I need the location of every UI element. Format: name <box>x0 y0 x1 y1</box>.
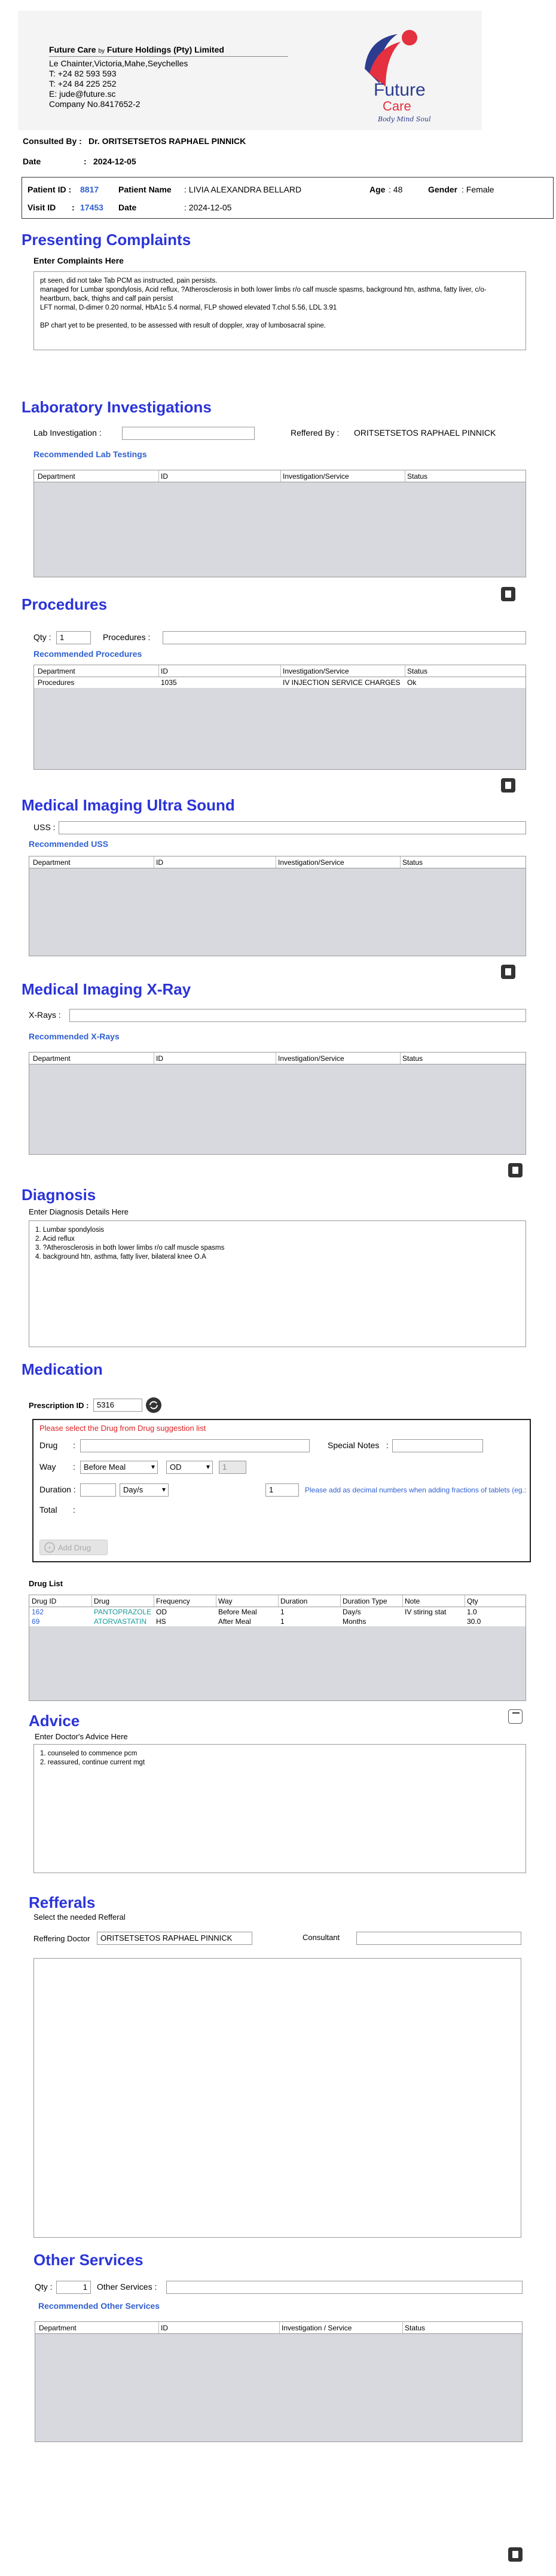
special-notes-input[interactable] <box>392 1439 483 1452</box>
referring-doctor-input[interactable]: ORITSETSETOS RAPHAEL PINNICK <box>97 1932 252 1945</box>
col-frequency: Frequency <box>156 1597 190 1605</box>
company-tel-1: T: +24 82 593 593 <box>49 69 117 78</box>
duration-label: Duration : <box>39 1485 76 1494</box>
cell-duration: 1 <box>280 1608 285 1616</box>
col-qty: Qty <box>467 1597 478 1605</box>
advice-textarea[interactable]: 1. counseled to commence pcm 2. reassured, continue current mgt <box>33 1744 526 1873</box>
quantity-input[interactable]: 1 <box>219 1461 246 1474</box>
cell-frequency: OD <box>156 1608 167 1616</box>
patient-id-value: 8817 <box>80 185 99 194</box>
other-services-input[interactable] <box>166 2281 523 2294</box>
trash-icon[interactable] <box>501 778 515 793</box>
col-investigation: Investigation / Service <box>282 2324 352 2332</box>
xray-title: Medical Imaging X-Ray <box>22 980 191 998</box>
col-drug: Drug <box>94 1597 110 1605</box>
frequency-select[interactable]: OD ▾ <box>166 1461 213 1474</box>
trash-icon[interactable] <box>501 965 515 979</box>
company-name: Future Care by Future Holdings (Pty) Limited <box>49 45 224 54</box>
consulted-by-value: Dr. ORITSETSETOS RAPHAEL PINNICK <box>88 136 246 146</box>
cell-duration-type: Day/s <box>343 1608 361 1616</box>
patient-name-label: Patient Name <box>118 185 172 194</box>
duration-input[interactable] <box>80 1483 116 1497</box>
cell-frequency: HS <box>156 1617 166 1626</box>
col-id: ID <box>161 2324 168 2332</box>
age-label: Age <box>369 185 386 194</box>
company-number: Company No.8417652-2 <box>49 99 140 109</box>
referred-by-label: Reffered By : <box>291 428 340 438</box>
patient-id-label: Patient ID : <box>28 185 72 194</box>
uss-title: Medical Imaging Ultra Sound <box>22 796 235 814</box>
drug-label: Drug <box>39 1440 58 1450</box>
patient-name-value: : LIVIA ALEXANDRA BELLARD <box>184 185 302 194</box>
diagnosis-textarea[interactable]: 1. Lumbar spondylosis 2. Acid reflux 3. ?Atherosclerosis in both lower limbs r/o calf muscle spasms 4. background htn, asthma, fatty liver, bilateral knee O.A <box>29 1220 526 1347</box>
diagnosis-title: Diagnosis <box>22 1186 96 1204</box>
lab-investigation-input[interactable] <box>122 427 255 440</box>
other-qty-input[interactable]: 1 <box>56 2281 91 2294</box>
referrals-title: Refferals <box>29 1893 96 1911</box>
col-id: ID <box>161 472 168 481</box>
col-id: ID <box>156 858 163 867</box>
visit-date-value: : 2024-12-05 <box>184 203 232 212</box>
drug-list-title: Drug List <box>29 1579 63 1588</box>
table-header <box>29 856 526 868</box>
trash-icon[interactable] <box>508 1163 523 1177</box>
visit-id-label: Visit ID <box>28 203 56 212</box>
table-row[interactable] <box>29 1607 526 1617</box>
way-select[interactable]: Before Meal ▾ <box>80 1461 158 1474</box>
diagnosis-subtitle: Enter Diagnosis Details Here <box>29 1207 129 1216</box>
drug-list-table <box>29 1595 526 1701</box>
recommended-other-services-label: Recommended Other Services <box>38 2301 160 2311</box>
complaints-subtitle: Enter Complaints Here <box>33 256 124 265</box>
uss-input[interactable] <box>59 821 526 834</box>
recommended-procedures-label: Recommended Procedures <box>33 649 142 659</box>
prescription-id-label: Prescription ID : <box>29 1401 89 1410</box>
cell-qty: 1.0 <box>467 1608 477 1616</box>
col-status: Status <box>402 858 423 867</box>
advice-subtitle: Enter Doctor's Advice Here <box>35 1732 128 1741</box>
col-investigation: Investigation/Service <box>278 858 344 867</box>
cell-way: After Meal <box>218 1617 251 1626</box>
col-status: Status <box>405 2324 426 2332</box>
cell-drug[interactable]: PANTOPRAZOLE <box>94 1608 152 1616</box>
table-header <box>29 1053 526 1064</box>
uss-table <box>29 856 526 956</box>
cell-qty: 30.0 <box>467 1617 481 1626</box>
procedures-input[interactable] <box>163 631 526 644</box>
xray-label: X-Rays : <box>29 1010 61 1020</box>
cell-duration-type: Months <box>343 1617 366 1626</box>
svg-text:Care: Care <box>383 99 411 114</box>
lab-investigation-label: Lab Investigation : <box>33 428 102 438</box>
cell-drug-id[interactable]: 69 <box>32 1617 40 1626</box>
trash-icon[interactable] <box>508 2547 523 2562</box>
col-status: Status <box>407 472 428 481</box>
prescription-id-input[interactable]: 5316 <box>93 1399 142 1412</box>
other-services-title: Other Services <box>33 2251 143 2269</box>
col-investigation: Investigation/Service <box>278 1054 344 1063</box>
procedure-qty-label: Qty : <box>33 632 51 642</box>
special-notes-sep: : <box>386 1440 389 1450</box>
advice-title: Advice <box>29 1712 80 1730</box>
referral-textarea[interactable] <box>33 1958 521 2238</box>
cell-way: Before Meal <box>218 1608 257 1616</box>
col-department: Department <box>38 472 75 481</box>
referrals-subtitle: Select the needed Refferal <box>33 1913 126 1922</box>
cell-id: 1035 <box>161 678 177 687</box>
header-divider <box>49 56 288 57</box>
col-drug-id: Drug ID <box>32 1597 57 1605</box>
company-address: Le Chainter,Victoria,Mahe,Seychelles <box>49 59 188 68</box>
drug-sep: : <box>73 1440 75 1450</box>
referring-doctor-label: Reffering Doctor <box>33 1934 90 1943</box>
table-row[interactable] <box>29 1617 526 1626</box>
col-note: Note <box>405 1597 420 1605</box>
xray-input[interactable] <box>69 1009 526 1022</box>
cell-status: Ok <box>407 678 417 687</box>
col-id: ID <box>156 1054 163 1063</box>
col-duration: Duration <box>280 1597 308 1605</box>
other-services-label: Other Services : <box>97 2282 157 2292</box>
company-tel-2: T: +24 84 225 252 <box>49 79 117 88</box>
table-header <box>34 470 526 482</box>
visit-id-value: 17453 <box>80 203 103 212</box>
plus-icon: + <box>44 1542 55 1553</box>
consultant-label: Consultant <box>303 1933 340 1942</box>
gender-label: Gender <box>428 185 458 194</box>
other-qty-label: Qty : <box>35 2282 53 2292</box>
add-drug-label: Add Drug <box>58 1543 91 1552</box>
consult-date-label: Date <box>23 157 41 166</box>
visit-id-sep: : <box>72 203 75 212</box>
cell-duration: 1 <box>280 1617 285 1626</box>
table-header <box>29 1595 526 1607</box>
lab-table <box>33 470 526 577</box>
table-header <box>35 2322 522 2334</box>
table-row[interactable] <box>34 677 526 688</box>
recommended-lab-label: Recommended Lab Testings <box>33 449 147 459</box>
other-services-table <box>35 2321 523 2442</box>
cell-department: Procedures <box>38 678 75 687</box>
age-value: : 48 <box>389 185 403 194</box>
svg-text:Future: Future <box>374 80 426 100</box>
col-duration-type: Duration Type <box>343 1597 387 1605</box>
procedures-title: Procedures <box>22 595 108 613</box>
cell-note: IV stiring stat <box>405 1608 447 1616</box>
consult-date-sep: : <box>84 157 87 166</box>
refresh-icon[interactable] <box>146 1397 161 1413</box>
cell-drug-id[interactable]: 162 <box>32 1608 44 1616</box>
col-department: Department <box>39 2324 77 2332</box>
col-investigation: Investigation/Service <box>283 667 349 675</box>
company-email: E: jude@future.sc <box>49 89 116 99</box>
future-care-logo <box>353 27 442 129</box>
xray-table <box>29 1052 526 1155</box>
col-department: Department <box>33 858 71 867</box>
cell-drug[interactable]: ATORVASTATIN <box>94 1617 147 1626</box>
total-label: Total <box>39 1505 57 1515</box>
drug-warning: Please select the Drug from Drug suggestion list <box>39 1424 206 1433</box>
lab-title: Laboratory Investigations <box>22 398 212 416</box>
cell-service: IV INJECTION SERVICE CHARGES <box>283 678 401 687</box>
complaints-title: Presenting Complaints <box>22 231 191 249</box>
patient-info-box <box>22 177 554 219</box>
decimal-hint: Please add as decimal numbers when adding fractions of tablets (eg.: <box>305 1486 527 1494</box>
recommended-xrays-label: Recommended X-Rays <box>29 1032 120 1041</box>
col-id: ID <box>161 667 168 675</box>
consultant-input[interactable] <box>356 1932 521 1945</box>
col-department: Department <box>33 1054 71 1063</box>
svg-text:Body Mind Soul: Body Mind Soul <box>378 115 431 123</box>
table-header <box>34 665 526 677</box>
way-sep: : <box>73 1462 75 1471</box>
total-sep: : <box>73 1505 75 1515</box>
procedures-label: Procedures : <box>103 632 151 642</box>
duration-qty-input[interactable]: 1 <box>265 1483 299 1497</box>
drug-input[interactable] <box>80 1439 310 1452</box>
complaints-textarea[interactable]: pt seen, did not take Tab PCM as instructed, pain persists. managed for Lumbar spondylosis, Acid reflux, ?Atherosclerosis in both lower limbs r/o calf muscle spasms, background htn, asthma, fatty liver, c/o- heartburn, back, thighs and calf pain persist LFT normal, D-dimer 0.20 normal, HbA1c 5.4 normal, FLP showed elevated T.chol 5.56, LDL 3.91 BP chart yet to be presented, to be assessed with result of doppler, xray of lumbosacral spine. <box>33 271 526 350</box>
duration-type-select[interactable]: Day/s ▾ <box>120 1483 169 1497</box>
procedure-qty-input[interactable]: 1 <box>56 631 91 644</box>
col-status: Status <box>407 667 428 675</box>
referred-by-value: ORITSETSETOS RAPHAEL PINNICK <box>354 428 496 438</box>
col-way: Way <box>218 1597 233 1605</box>
col-status: Status <box>402 1054 423 1063</box>
gender-value: : Female <box>462 185 494 194</box>
way-label: Way <box>39 1462 56 1471</box>
uss-label: USS : <box>33 822 56 832</box>
consult-date-value: 2024-12-05 <box>93 157 136 166</box>
trash-icon[interactable] <box>501 587 515 601</box>
recommended-uss-label: Recommended USS <box>29 839 109 849</box>
special-notes-label: Special Notes <box>328 1440 380 1450</box>
col-department: Department <box>38 667 75 675</box>
medication-title: Medication <box>22 1360 103 1378</box>
trash-icon[interactable] <box>508 1709 523 1724</box>
col-investigation: Investigation/Service <box>283 472 349 481</box>
consulted-by-label: Consulted By : <box>23 136 82 146</box>
visit-date-label: Date <box>118 203 137 212</box>
procedures-table <box>33 665 526 770</box>
